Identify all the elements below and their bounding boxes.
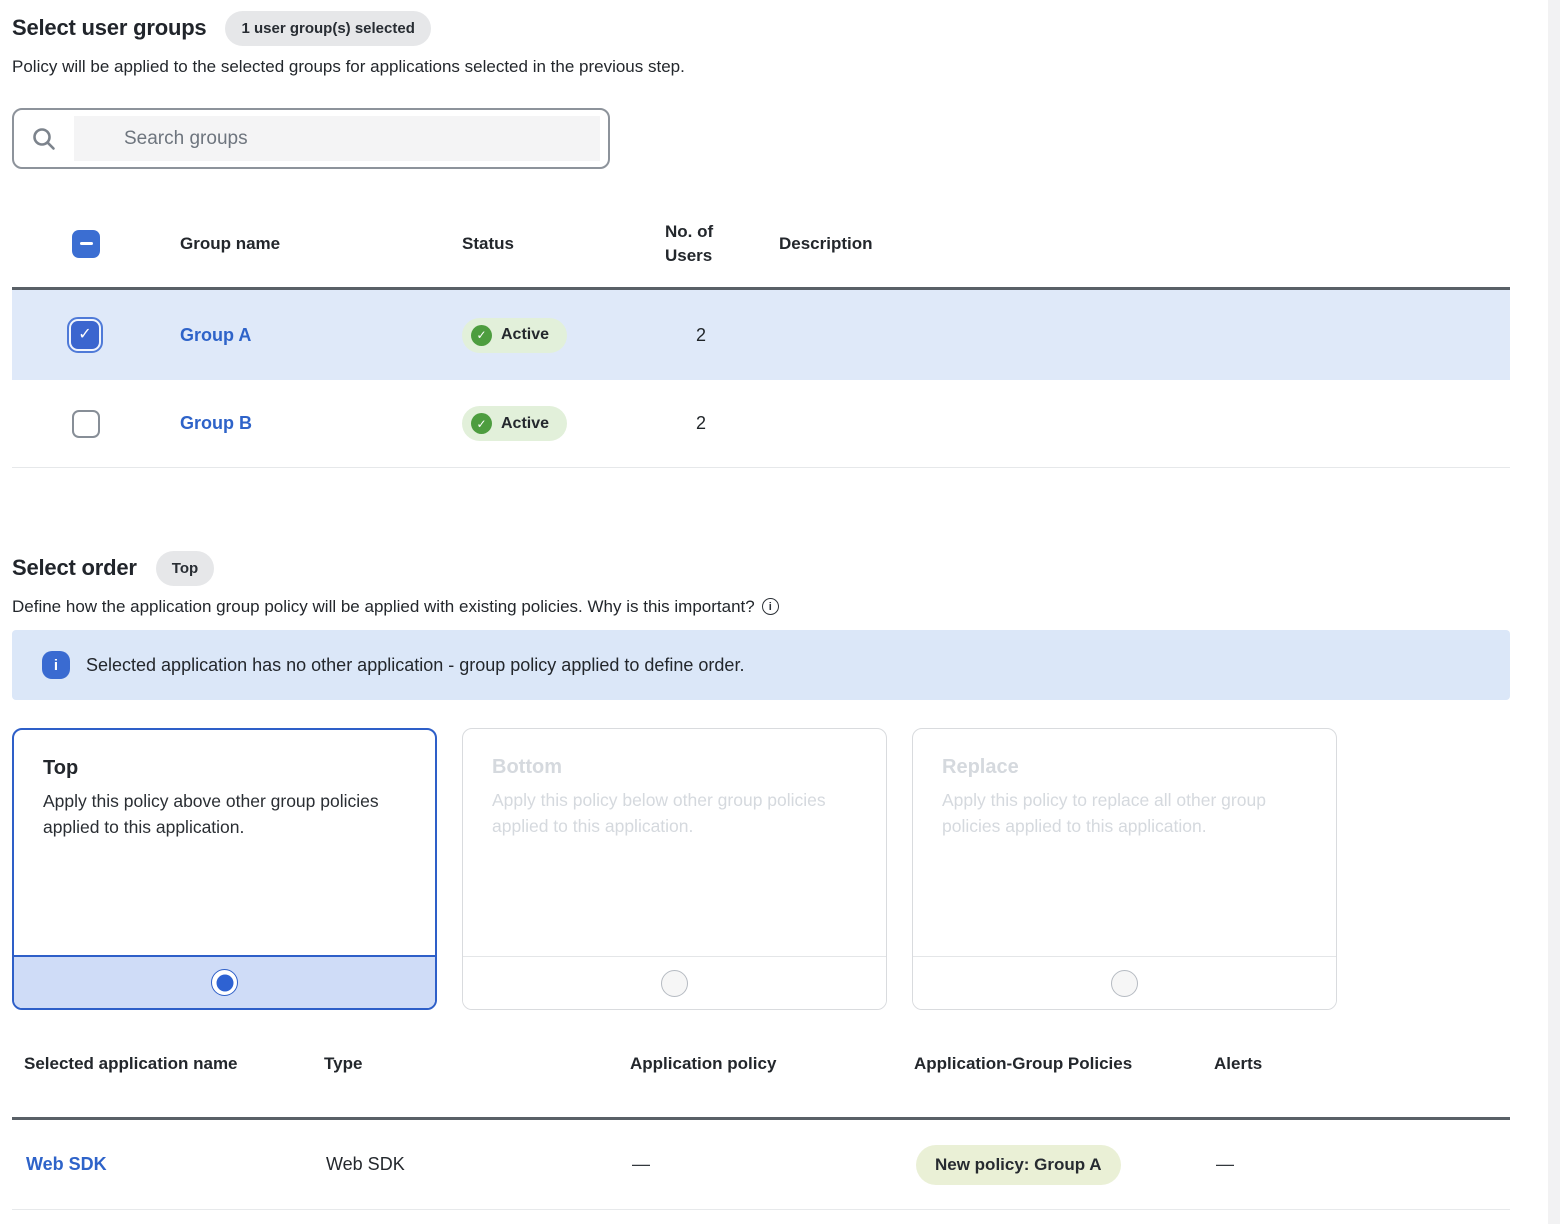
banner-message: Selected application has no other application - group policy applied to define order.	[86, 654, 745, 675]
user-groups-header	[12, 8, 1510, 48]
group-b-user-count: 2	[695, 413, 706, 433]
radio-replace[interactable]	[1111, 970, 1138, 997]
col-group-name: Group name	[180, 233, 281, 253]
option-top-description: Apply this policy above other group policies applied to this application.	[43, 791, 379, 837]
policy-wizard-panel	[12, 8, 1510, 1210]
selected-order-badge: Top	[156, 551, 214, 586]
col-application-policy: Application policy	[630, 1054, 777, 1073]
select-order-header	[12, 548, 1510, 588]
group-a-link[interactable]: Group A	[180, 324, 252, 345]
group-row-b	[12, 380, 1510, 468]
select-user-groups-section	[12, 8, 1510, 468]
check-icon: ✓	[78, 326, 92, 343]
radio-bottom[interactable]	[661, 970, 688, 997]
selected-count-badge: 1 user group(s) selected	[225, 11, 430, 46]
col-status: Status	[462, 233, 514, 253]
option-replace-title: Replace	[942, 756, 1019, 778]
check-circle-icon: ✓	[471, 413, 492, 434]
status-badge-active: ✓ Active	[462, 406, 567, 441]
group-row-a	[12, 290, 1510, 380]
col-type: Type	[324, 1054, 363, 1073]
order-option-replace	[912, 728, 1337, 1010]
search-groups-box[interactable]	[12, 108, 610, 169]
application-row-web-sdk	[12, 1120, 1510, 1210]
application-type: Web SDK	[326, 1154, 405, 1174]
user-groups-description: Policy will be applied to the selected groups for applications selected in the previous step.	[12, 57, 685, 76]
select-order-title: Select order	[12, 555, 137, 580]
check-circle-icon: ✓	[471, 325, 492, 346]
order-info-banner	[12, 630, 1510, 700]
col-alerts: Alerts	[1214, 1054, 1263, 1073]
applications-table-header	[12, 1040, 1510, 1120]
select-all-checkbox[interactable]	[72, 230, 100, 258]
option-bottom-title: Bottom	[492, 756, 562, 778]
search-groups-input[interactable]	[74, 116, 600, 161]
groups-table-header	[12, 200, 1510, 290]
group-a-user-count: 2	[695, 324, 706, 345]
group-b-checkbox[interactable]	[72, 410, 100, 438]
new-policy-badge: New policy: Group A	[916, 1145, 1121, 1185]
col-selected-application-name: Selected application name	[24, 1054, 238, 1073]
select-order-section	[12, 548, 1510, 1210]
option-top-title: Top	[43, 757, 79, 779]
status-badge-active: ✓ Active	[462, 318, 567, 353]
col-description: Description	[779, 233, 873, 253]
user-groups-title: Select user groups	[12, 15, 207, 40]
order-option-top[interactable]	[12, 728, 437, 1010]
search-icon	[14, 116, 74, 161]
groups-table	[12, 200, 1510, 468]
option-bottom-description: Apply this policy below other group policies applied to this application.	[492, 790, 826, 836]
info-icon[interactable]: i	[762, 598, 779, 615]
info-icon: i	[42, 651, 70, 679]
order-option-bottom	[462, 728, 887, 1010]
application-link-web-sdk[interactable]: Web SDK	[26, 1154, 107, 1174]
option-replace-description: Apply this policy to replace all other group policies applied to this application.	[942, 790, 1266, 836]
group-b-link[interactable]: Group B	[180, 413, 252, 433]
select-order-description: Define how the application group policy will be applied with existing policies. Why is this important? i	[12, 595, 1510, 618]
applications-table	[12, 1040, 1510, 1210]
radio-top-selected[interactable]	[211, 969, 238, 996]
scrollbar-track	[1548, 0, 1560, 1224]
order-options	[12, 728, 1510, 1010]
col-no-of-users: No. of Users	[665, 221, 714, 265]
alerts-value: —	[1216, 1154, 1234, 1174]
application-policy-value: —	[632, 1154, 650, 1174]
col-application-group-policies: Application-Group Policies	[914, 1054, 1133, 1073]
minus-icon	[80, 242, 93, 245]
group-a-checkbox[interactable]	[67, 317, 103, 353]
